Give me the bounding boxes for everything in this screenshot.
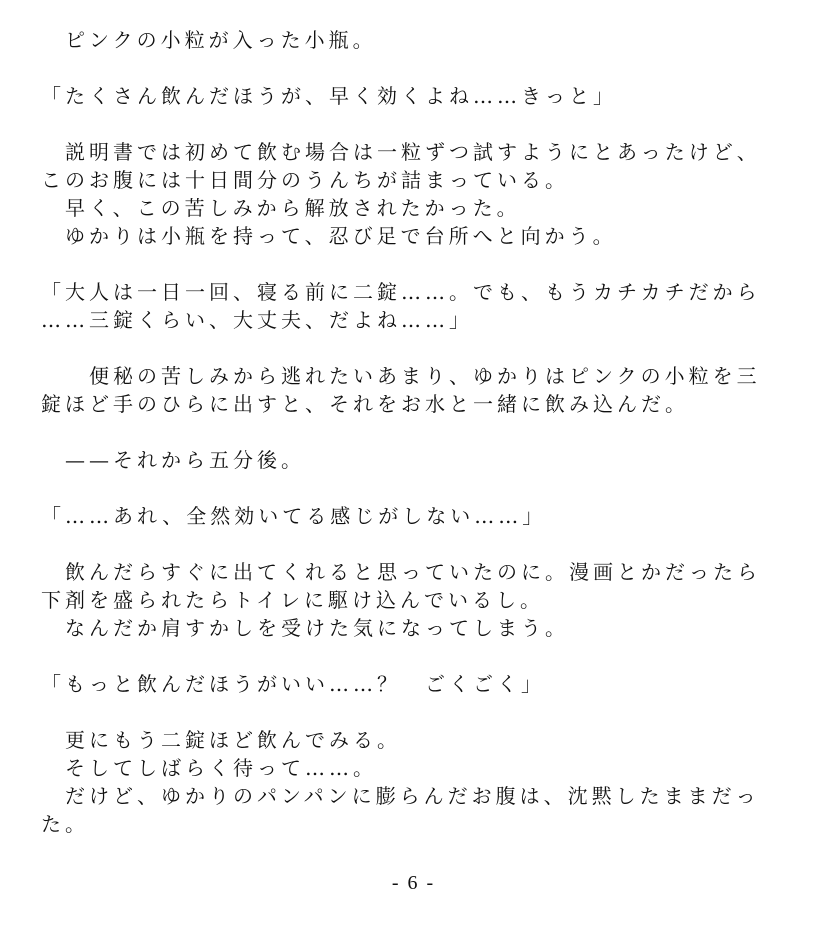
blank-line: [41, 54, 801, 82]
text-line: ピンクの小粒が入った小瓶。: [41, 28, 377, 52]
blank-line: [41, 530, 801, 558]
text-line: 便秘の苦しみから逃れたいあまり、ゆかりはピンクの小粒を三: [41, 364, 761, 388]
text-line: 更にもう二錠ほど飲んでみる。: [41, 728, 401, 752]
text-line: ……三錠くらい、大丈夫、だよね……」: [41, 308, 473, 332]
blank-line: [41, 642, 801, 670]
text-line: た。: [41, 812, 89, 836]
blank-line: [41, 250, 801, 278]
text-line: 錠ほど手のひらに出すと、それをお水と一緒に飲み込んだ。: [41, 392, 689, 416]
body-text: [41, 26, 801, 838]
text-line: だけど、ゆかりのパンパンに膨らんだお腹は、沈黙したままだっ: [41, 784, 760, 808]
text-line: 説明書では初めて飲む場合は一粒ずつ試すようにとあったけど、: [41, 140, 761, 164]
blank-line: [41, 334, 801, 362]
text-line: 下剤を盛られたらトイレに駆け込んでいるし。: [41, 588, 544, 612]
page-number: - 6 -: [391, 872, 436, 894]
blank-line: [41, 418, 801, 446]
text-line: ——それから五分後。: [41, 448, 305, 472]
text-line: なんだか肩すかしを受けた気になってしまう。: [41, 616, 569, 640]
text-line: 早く、この苦しみから解放されたかった。: [41, 196, 521, 220]
text-line: そしてしばらく待って……。: [41, 756, 377, 780]
text-line: 「もっと飲んだほうがいい……？ ごくごく」: [41, 672, 545, 696]
text-line: 飲んだらすぐに出てくれると思っていたのに。漫画とかだったら: [41, 560, 761, 584]
text-line: 「たくさん飲んだほうが、早く効くよね……きっと」: [41, 84, 617, 108]
text-line: 「大人は一日一回、寝る前に二錠……。でも、もうカチカチだから: [41, 280, 761, 304]
text-line: ゆかりは小瓶を持って、忍び足で台所へと向かう。: [41, 224, 617, 248]
text-line: 「……あれ、全然効いてる感じがしない……」: [41, 504, 547, 528]
blank-line: [41, 474, 801, 502]
blank-line: [41, 110, 801, 138]
blank-line: [41, 698, 801, 726]
text-line: このお腹には十日間分のうんちが詰まっている。: [41, 168, 569, 192]
